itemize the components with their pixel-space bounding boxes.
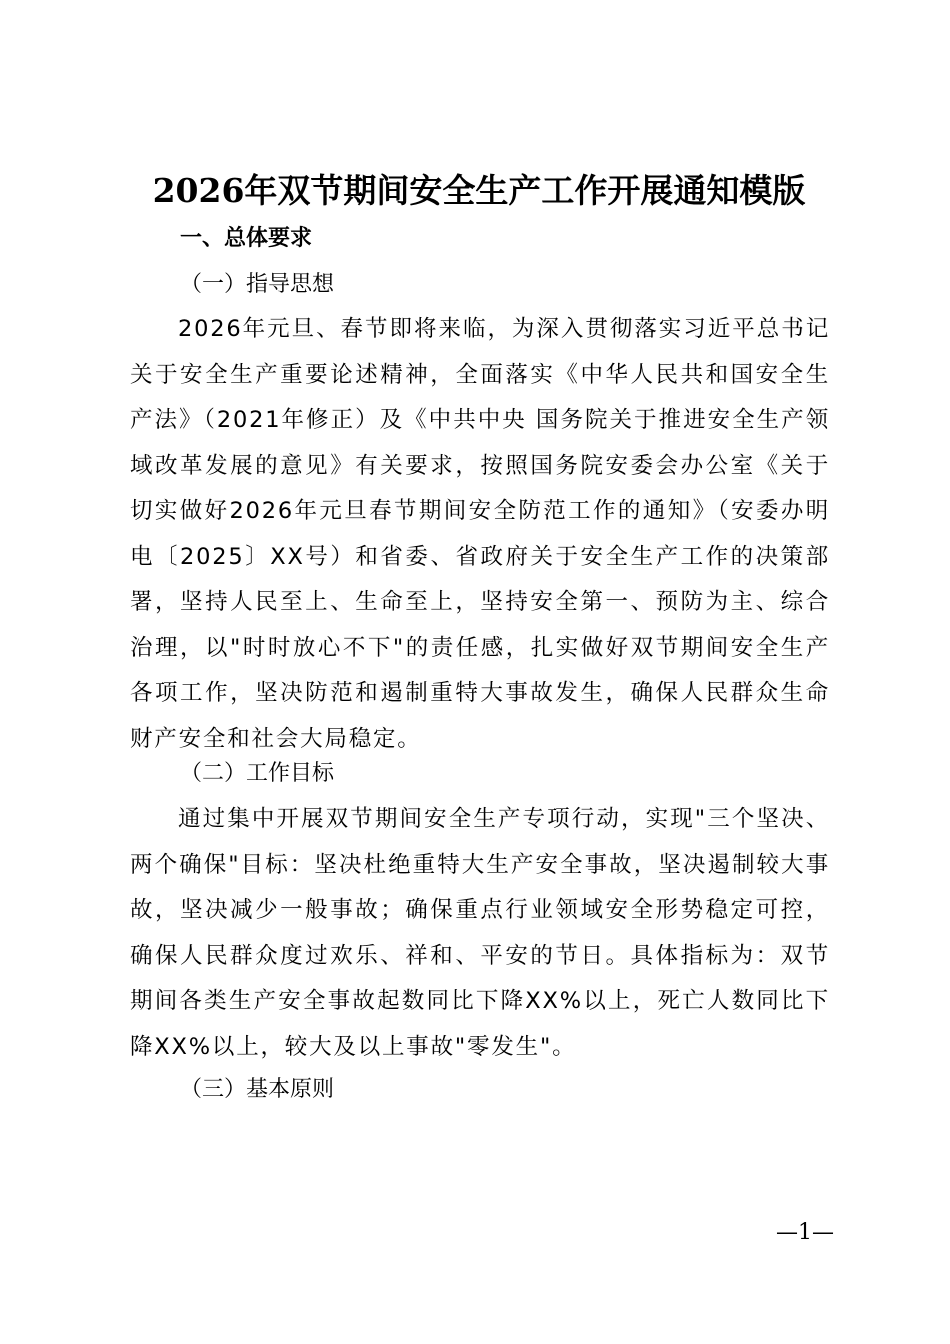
paragraph-guiding-ideology: 2026年元旦、春节即将来临，为深入贯彻落实习近平总书记关于安全生产重要论述精神，全面落实《中华人民共和国安全生产法》（2021年修正）及《中共中央 国务院关于推进安全生产领域改革发展的意见》有关要求，按照国务院安委会办公室《关于切实做好2026年元旦春节期间安全防范工作的通知》（安委办明电〔2025〕XX号）和省委、省政府关于安全生产工作的决策部署，坚持人民至上、生命至上，坚持安全第一、预防为主、综合治理，以"时时放心不下"的责任感，扎实做好双节期间安全生产各项工作，坚决防范和遏制重特大事故发生，确保人民群众生命财产安全和社会大局稳定。 bbox=[130, 316, 830, 752]
subsection-heading-basic-principles: （三）基本原则 bbox=[180, 1077, 335, 1102]
document-title: 2026年双节期间安全生产工作开展通知模版 bbox=[152, 171, 806, 210]
paragraph-work-goals: 通过集中开展双节期间安全生产专项行动，实现"三个坚决、两个确保"目标：坚决杜绝重特大生产安全事故，坚决遏制较大事故，坚决减少一般事故；确保重点行业领域安全形势稳定可控，确保人民群众度过欢乐、祥和、平安的节日。具体指标为：双节期间各类生产安全事故起数同比下降XX%以上，死亡人数同比下降XX%以上，较大及以上事故"零发生"。 bbox=[130, 806, 830, 1060]
page-number: —1— bbox=[776, 1220, 834, 1245]
subsection-heading-work-goals: （二）工作目标 bbox=[180, 761, 335, 786]
subsection-heading-guiding-ideology: （一）指导思想 bbox=[180, 272, 335, 297]
section-heading-general-requirements: 一、总体要求 bbox=[180, 226, 313, 251]
